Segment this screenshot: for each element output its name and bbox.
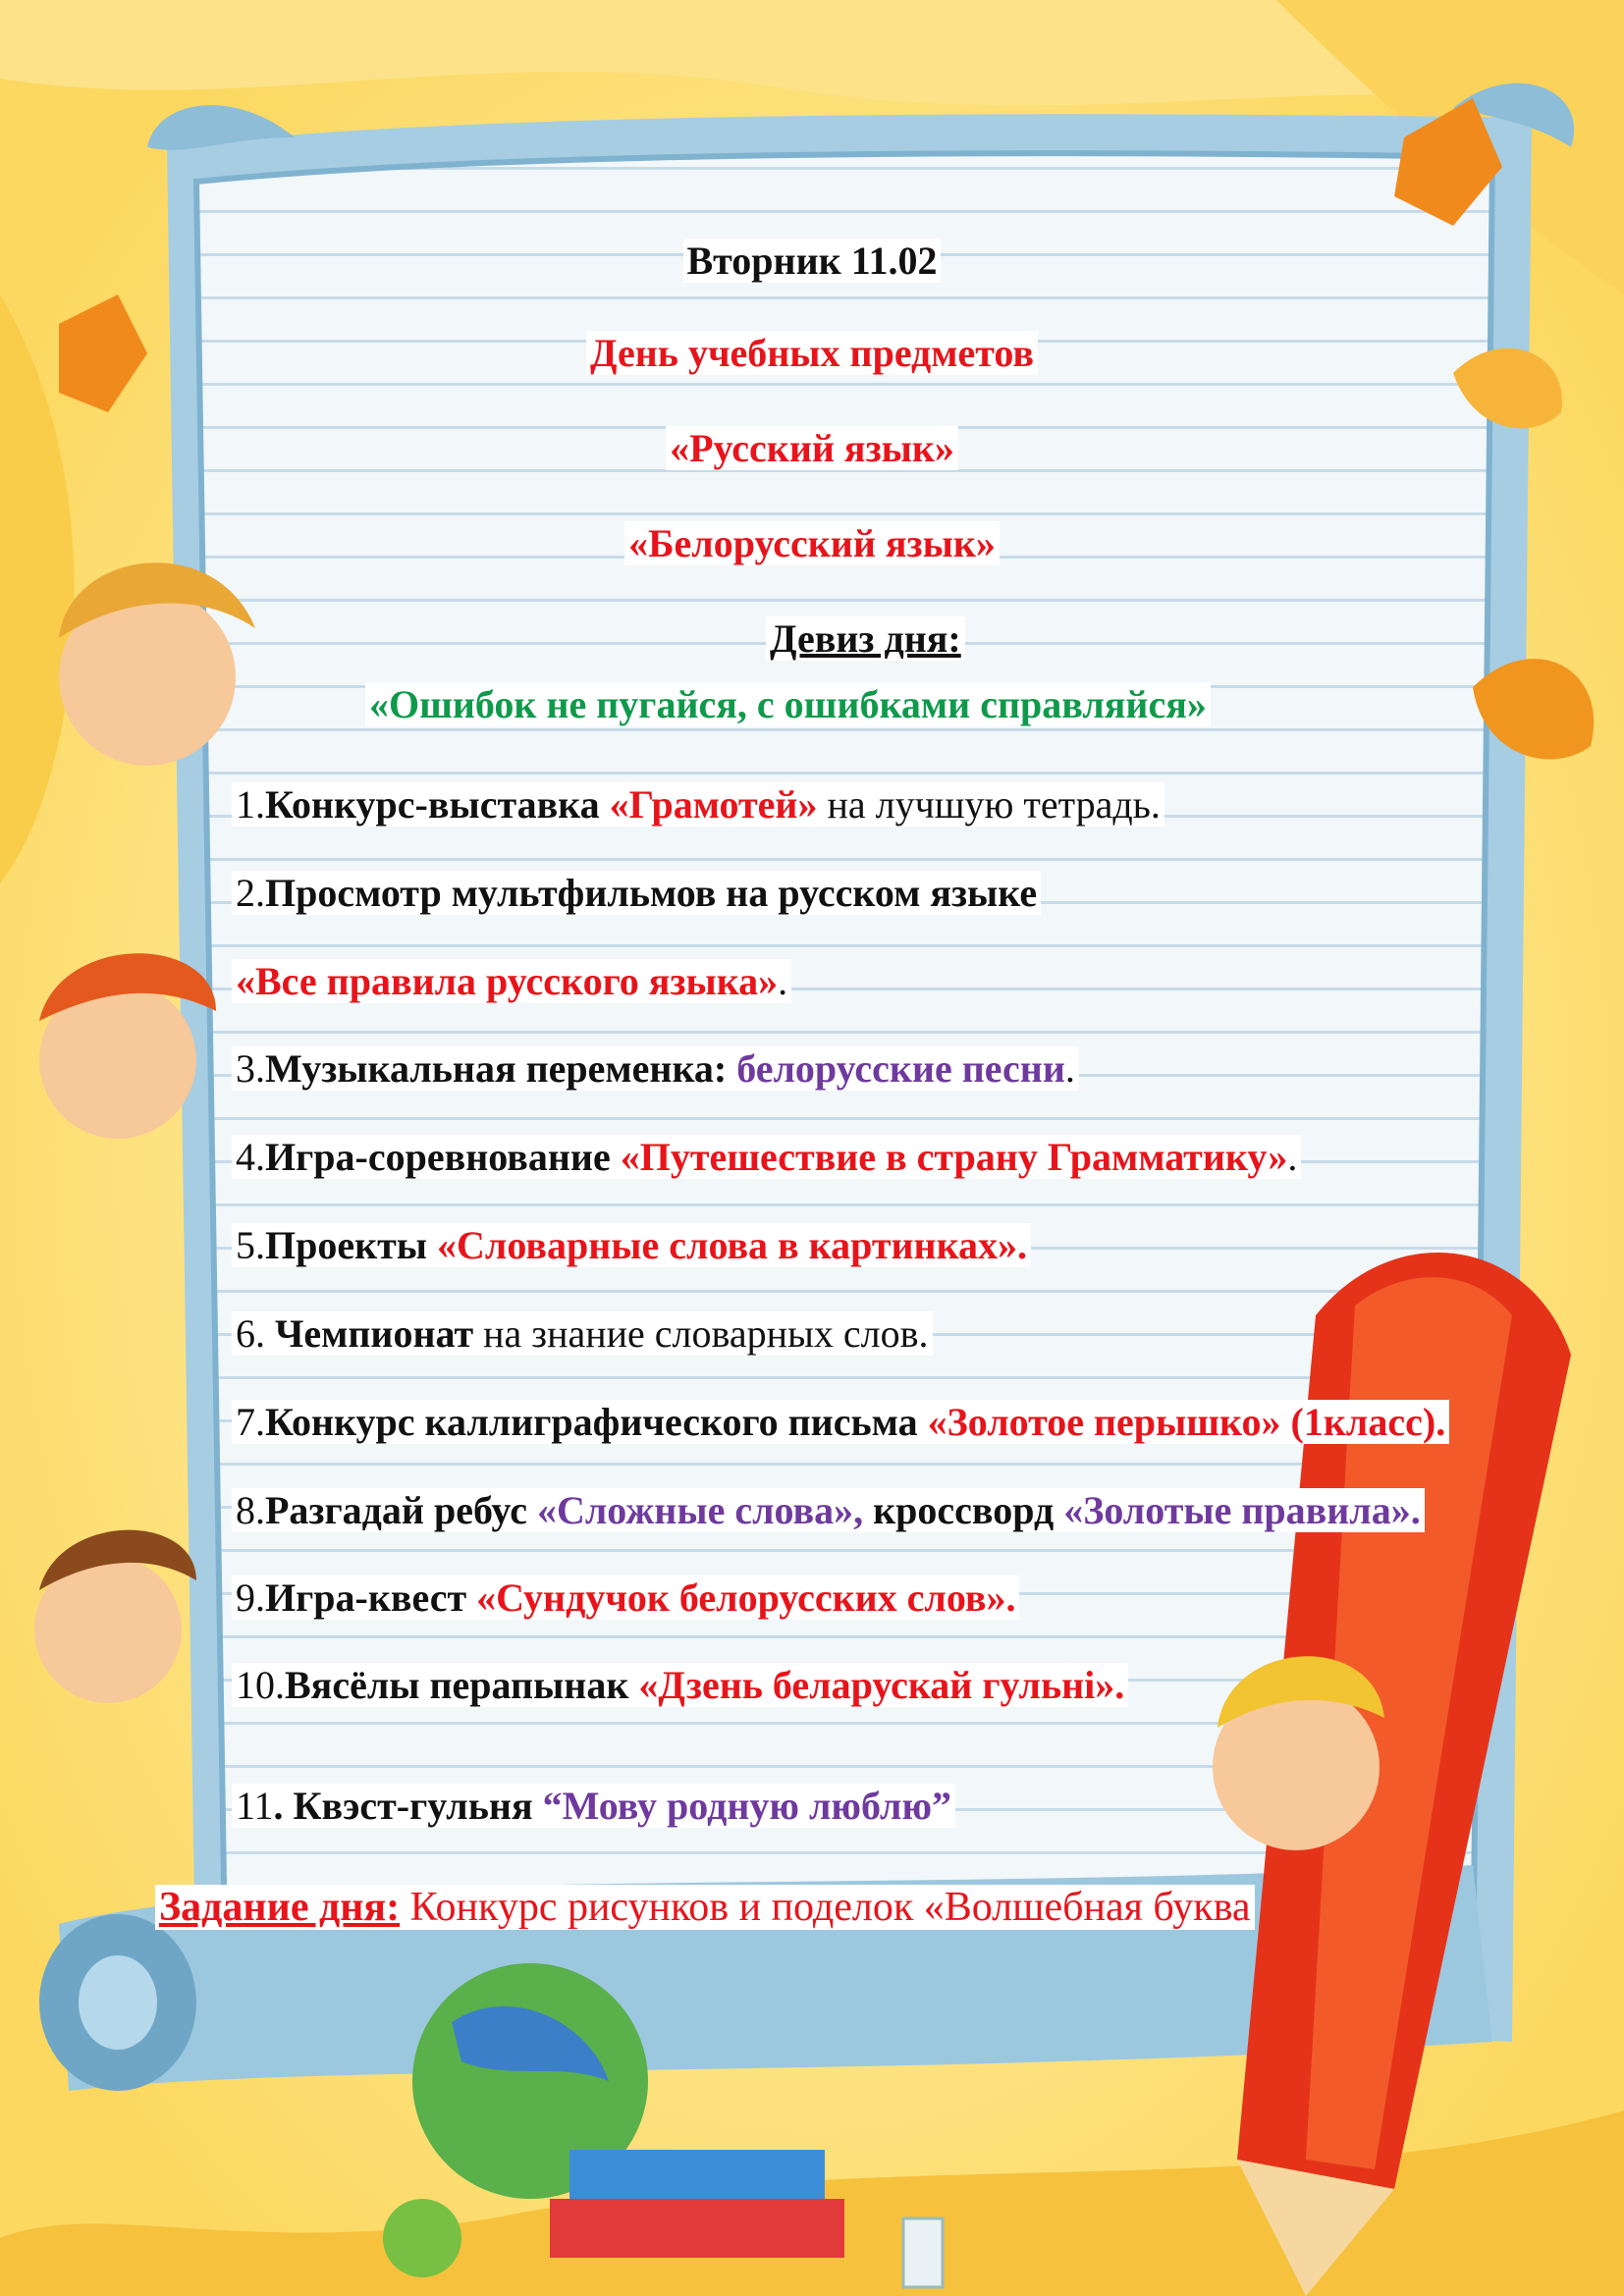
subject-belarusian-text: «Белорусский язык» bbox=[628, 521, 996, 565]
list-item: 2.Просмотр мультфильмов на русском языке bbox=[232, 870, 1041, 917]
task-text: Конкурс рисунков и поделок «Волшебная буква bbox=[400, 1885, 1251, 1930]
motto-label bbox=[766, 615, 965, 663]
theme-text: День учебных предметов bbox=[589, 331, 1035, 375]
motto-text: «Ошибок не пугайся, с ошибками справляйся» bbox=[369, 682, 1207, 726]
task-of-day bbox=[155, 1882, 1255, 1933]
list-item: 5.Проекты «Словарные слова в картинках». bbox=[232, 1222, 1031, 1269]
task-label: Задание дня: bbox=[159, 1885, 401, 1930]
date-text: Вторник 11.02 bbox=[686, 239, 938, 283]
list-item: 8.Разгадай ребус «Сложные слова», кроссворд «Золотые правила». bbox=[232, 1487, 1425, 1534]
motto-label-text: Девиз дня: bbox=[770, 616, 961, 661]
subject-russian-text: «Русский язык» bbox=[670, 426, 954, 470]
list-item: 9.Игра-квест «Сундучок белорусских слов». bbox=[232, 1575, 1019, 1622]
list-item: 11. Квэст-гульня “Мову родную люблю” bbox=[232, 1783, 955, 1830]
list-item: 10.Вясёлы перапынак «Дзень беларускай гульні». bbox=[232, 1662, 1128, 1709]
list-item: 3.Музыкальная переменка: белорусские песни. bbox=[232, 1045, 1079, 1093]
list-item: 7.Конкурс каллиграфического письма «Золотое перышко» (1класс). bbox=[232, 1399, 1449, 1446]
date-heading bbox=[0, 238, 1624, 285]
motto bbox=[365, 681, 1211, 728]
list-item: «Все правила русского языка». bbox=[232, 958, 791, 1005]
subject-russian bbox=[0, 425, 1624, 472]
list-item: 6. Чемпионат на знание словарных слов. bbox=[232, 1310, 933, 1358]
list-item: 1.Конкурс-выставка «Грамотей» на лучшую тетрадь. bbox=[232, 781, 1164, 828]
theme-heading bbox=[0, 330, 1624, 377]
list-item: 4.Игра-соревнование «Путешествие в страну Грамматику». bbox=[232, 1134, 1301, 1181]
subject-belarusian bbox=[0, 520, 1624, 567]
